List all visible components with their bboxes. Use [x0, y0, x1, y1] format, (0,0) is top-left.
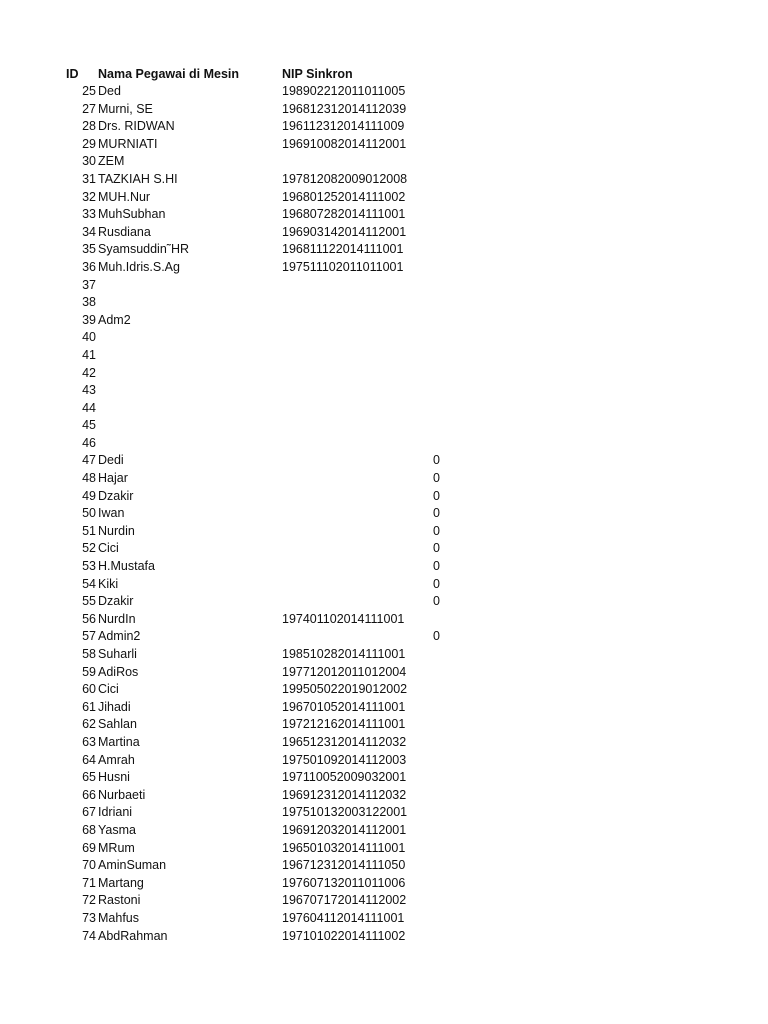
- row-id: 58: [82, 647, 96, 661]
- table-row: [0, 259, 768, 277]
- row-id: 37: [82, 277, 96, 292]
- table-row: [0, 365, 768, 383]
- table-body: [0, 83, 768, 945]
- row-id: 53: [82, 559, 96, 574]
- row-name: MURNIATI: [98, 136, 158, 151]
- row-nip: 196707172014112002: [282, 893, 407, 908]
- row-name: NurdIn: [98, 611, 136, 626]
- row-id: 51: [82, 523, 96, 538]
- row-name: AbdRahman: [98, 928, 168, 943]
- table-row: [0, 734, 768, 752]
- row-id: 68: [82, 822, 96, 837]
- row-id: 61: [82, 699, 96, 714]
- table-row: [0, 118, 768, 136]
- row-name: Idriani: [98, 805, 133, 820]
- row-flag: 0: [433, 594, 440, 609]
- table-row: [0, 769, 768, 787]
- header-id: ID: [66, 67, 79, 81]
- row-id: 72: [82, 893, 96, 908]
- row-name: Husni: [98, 770, 130, 785]
- row-nip: 197110052009032001: [282, 770, 407, 785]
- row-id: 55: [82, 594, 96, 609]
- row-id: 52: [82, 541, 96, 556]
- row-nip: 197812082009012008: [282, 171, 408, 186]
- table-row: [0, 312, 768, 330]
- row-nip: 197604112014111001: [282, 910, 405, 925]
- row-id: 40: [82, 330, 96, 345]
- table-row: [0, 787, 768, 805]
- table-row: [0, 400, 768, 418]
- row-flag: 0: [433, 629, 440, 644]
- table-row: [0, 452, 768, 470]
- row-name: Ded: [98, 84, 121, 98]
- row-id: 47: [82, 453, 96, 468]
- row-id: 38: [82, 295, 96, 310]
- table-row: [0, 892, 768, 910]
- row-name: TAZKIAH S.HI: [98, 171, 178, 186]
- row-nip: 196112312014111009: [282, 119, 405, 134]
- row-nip: 196512312014112032: [282, 734, 407, 749]
- table-row: [0, 928, 768, 946]
- row-flag: 0: [433, 453, 440, 468]
- row-id: 42: [82, 365, 96, 380]
- row-id: 70: [82, 858, 96, 873]
- table-row: [0, 83, 768, 101]
- row-id: 44: [82, 400, 96, 415]
- header-name: Nama Pegawai di Mesin: [98, 67, 240, 81]
- row-nip: 197607132011011006: [282, 875, 406, 890]
- row-nip: 196701052014111001: [282, 699, 406, 714]
- row-flag: 0: [433, 523, 440, 538]
- table-row: [0, 224, 768, 242]
- row-name: Suharli: [98, 647, 137, 661]
- table-row: [0, 840, 768, 858]
- row-id: 71: [82, 875, 96, 890]
- row-nip: 197712012011012004: [282, 664, 407, 679]
- table-row: [0, 804, 768, 822]
- row-name: Dzakir: [98, 488, 134, 503]
- row-name: Nurbaeti: [98, 787, 146, 802]
- row-name: Hajar: [98, 471, 128, 486]
- row-name: MUH.Nur: [98, 189, 151, 204]
- row-id: 31: [82, 171, 96, 186]
- row-name: Drs. RIDWAN: [98, 119, 175, 134]
- row-id: 35: [82, 242, 96, 257]
- row-id: 54: [82, 576, 96, 591]
- row-name: MRum: [98, 840, 135, 855]
- row-id: 65: [82, 770, 96, 785]
- row-name: Martang: [98, 875, 144, 890]
- row-name: Sahlan: [98, 717, 137, 732]
- table-row: [0, 277, 768, 295]
- row-name: Mahfus: [98, 910, 139, 925]
- row-id: 66: [82, 787, 96, 802]
- row-id: 56: [82, 611, 96, 626]
- table-row: [0, 505, 768, 523]
- row-name: AdiRos: [98, 664, 139, 679]
- row-id: 46: [82, 435, 96, 450]
- table-row: [0, 699, 768, 717]
- row-nip: 196812312014112039: [282, 101, 407, 116]
- row-id: 74: [82, 928, 96, 943]
- row-flag: 0: [433, 488, 440, 503]
- row-name: Dedi: [98, 453, 124, 468]
- row-id: 45: [82, 418, 96, 433]
- table-row: [0, 417, 768, 435]
- table-row: [0, 664, 768, 682]
- row-id: 43: [82, 383, 96, 398]
- table-row: [0, 435, 768, 453]
- table-row: [0, 910, 768, 928]
- row-nip: 196912032014112001: [282, 822, 407, 837]
- table-row: [0, 540, 768, 558]
- table-row: [0, 294, 768, 312]
- table-row: [0, 347, 768, 365]
- row-name: Rastoni: [98, 893, 141, 908]
- row-name: Yasma: [98, 822, 136, 837]
- row-id: 59: [82, 664, 96, 679]
- table-row: [0, 611, 768, 629]
- row-nip: 197501092014112003: [282, 752, 407, 767]
- table-row: [0, 171, 768, 189]
- row-id: 48: [82, 471, 96, 486]
- table-row: [0, 488, 768, 506]
- row-id: 64: [82, 752, 96, 767]
- row-id: 34: [82, 224, 96, 239]
- row-nip: 197511102011011001: [282, 259, 404, 274]
- row-id: 25: [82, 84, 96, 98]
- row-flag: 0: [433, 471, 440, 486]
- row-flag: 0: [433, 541, 440, 556]
- row-name: Admin2: [98, 629, 141, 644]
- row-name: Cici: [98, 682, 119, 697]
- row-nip: 199505022019012002: [282, 682, 408, 697]
- row-nip: 197401102014111001: [282, 611, 405, 626]
- table-row: [0, 382, 768, 400]
- table-row: [0, 470, 768, 488]
- row-id: 41: [82, 347, 96, 362]
- header-row: [0, 65, 768, 83]
- table-row: [0, 153, 768, 171]
- row-id: 50: [82, 506, 96, 521]
- row-name: Dzakir: [98, 594, 134, 609]
- row-nip: 197101022014111002: [282, 928, 406, 943]
- table-row: [0, 628, 768, 646]
- row-id: 30: [82, 154, 96, 169]
- table-row: [0, 558, 768, 576]
- table-row: [0, 523, 768, 541]
- row-name: Murni, SE: [98, 101, 153, 116]
- row-flag: 0: [433, 576, 440, 591]
- table-row: [0, 136, 768, 154]
- table-row: [0, 241, 768, 259]
- row-name: Iwan: [98, 506, 125, 521]
- table-row: [0, 752, 768, 770]
- row-id: 57: [82, 629, 96, 644]
- row-id: 62: [82, 717, 96, 732]
- row-name: Nurdin: [98, 523, 135, 538]
- row-id: 33: [82, 207, 96, 222]
- row-nip: 198902212011011005: [282, 84, 406, 98]
- table-row: [0, 189, 768, 207]
- row-id: 36: [82, 259, 96, 274]
- header-nip: NIP Sinkron: [282, 67, 353, 81]
- row-name: Syamsuddin˜HR: [98, 242, 190, 257]
- row-name: MuhSubhan: [98, 207, 166, 222]
- row-nip: 196903142014112001: [282, 224, 407, 239]
- row-name: ZEM: [98, 154, 125, 169]
- row-nip: 196501032014111001: [282, 840, 406, 855]
- row-name: H.Mustafa: [98, 559, 155, 574]
- row-name: Martina: [98, 734, 140, 749]
- row-id: 32: [82, 189, 96, 204]
- table-row: [0, 576, 768, 594]
- table-row: [0, 329, 768, 347]
- table-row: [0, 822, 768, 840]
- row-id: 69: [82, 840, 96, 855]
- table-row: [0, 716, 768, 734]
- row-id: 60: [82, 682, 96, 697]
- row-nip: 198510282014111001: [282, 647, 406, 661]
- row-id: 63: [82, 734, 96, 749]
- row-id: 28: [82, 119, 96, 134]
- row-name: Muh.Idris.S.Ag: [98, 259, 180, 274]
- row-id: 29: [82, 136, 96, 151]
- employee-sheet: [0, 65, 768, 945]
- row-name: Kiki: [98, 576, 119, 591]
- table-row: [0, 681, 768, 699]
- row-id: 67: [82, 805, 96, 820]
- table-row: [0, 593, 768, 611]
- row-nip: 196712312014111050: [282, 858, 406, 873]
- table-row: [0, 206, 768, 224]
- table-row: [0, 101, 768, 119]
- row-nip: 196801252014111002: [282, 189, 406, 204]
- row-name: Cici: [98, 541, 119, 556]
- row-name: Amrah: [98, 752, 135, 767]
- row-name: Adm2: [98, 312, 131, 327]
- row-nip: 197212162014111001: [282, 717, 406, 732]
- row-name: Jihadi: [98, 699, 131, 714]
- table-row: [0, 857, 768, 875]
- row-nip: 196807282014111001: [282, 207, 406, 222]
- table-row: [0, 875, 768, 893]
- row-id: 39: [82, 312, 96, 327]
- row-name: AminSuman: [98, 858, 167, 873]
- row-id: 73: [82, 910, 96, 925]
- table-row: [0, 646, 768, 664]
- row-name: Rusdiana: [98, 224, 151, 239]
- row-flag: 0: [433, 506, 440, 521]
- row-flag: 0: [433, 559, 440, 574]
- row-nip: 196912312014112032: [282, 787, 407, 802]
- row-id: 49: [82, 488, 96, 503]
- row-id: 27: [82, 101, 96, 116]
- row-nip: 196811122014111001: [282, 242, 404, 257]
- row-nip: 196910082014112001: [282, 136, 407, 151]
- row-nip: 197510132003122001: [282, 805, 408, 820]
